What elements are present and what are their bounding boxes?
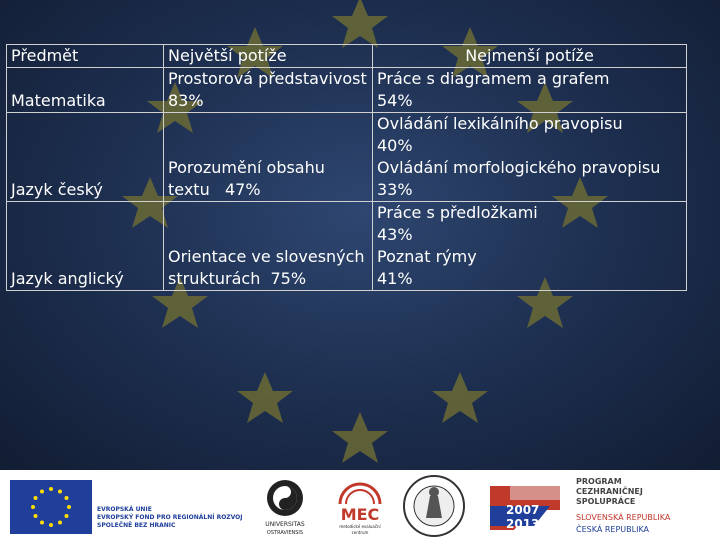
smallest-cell: Práce s diagramem a grafem 54% [373,68,687,113]
header-biggest: Největší potíže [164,45,373,68]
smallest-cell: Práce s předložkami 43% Poznat rýmy 41% [373,202,687,291]
svg-text:SLOVENSKÁ REPUBLIKA: SLOVENSKÁ REPUBLIKA [576,513,671,522]
subject-cell: Matematika [7,68,164,113]
footer-logos [0,470,720,540]
svg-text:centrum: centrum [351,530,369,535]
svg-text:MEC: MEC [340,505,380,524]
svg-text:OSTRAVIENSIS: OSTRAVIENSIS [266,530,304,536]
svg-text:ČESKÁ REPUBLIKA: ČESKÁ REPUBLIKA [576,525,650,534]
svg-text:CEZHRANIČNEJ: CEZHRANIČNEJ [576,487,643,496]
eu-program-text: EVROPSKÁ UNIE EVROPSKÝ FOND PRO REGIONÁLNÍ ROZVOJ SPOLEČNĚ BEZ HRANIC [97,506,243,529]
biggest-cell: Prostorová představivost 83% [164,68,373,113]
smallest-cell: Ovládání lexikálního pravopisu 40% Ovládání morfologického pravopisu 33% [373,113,687,202]
eu-flag-icon [10,480,92,534]
svg-text:metodické evaluační: metodické evaluační [339,524,381,529]
star-icon [237,372,293,423]
table-row-matematika [7,68,687,113]
biggest-cell: Orientace ve slovesných strukturách 75% [164,202,373,291]
star-icon [332,0,388,48]
mec-logo [330,476,390,538]
header-smallest: Nejmenší potíže [373,45,687,68]
subject-cell: Jazyk český [7,113,164,202]
header-subject: Předmět [7,45,164,68]
star-icon [432,372,488,423]
biggest-cell: Porozumění obsahu textu 47% [164,113,373,202]
svg-text:2013: 2013 [506,517,540,531]
universitas-ostraviensis-logo [255,476,315,538]
table-row-jazyk-anglicky [7,202,687,291]
table-header-row [7,45,687,68]
table-row-jazyk-cesky [7,113,687,202]
cross-border-program-logo [490,474,715,538]
svg-text:2007: 2007 [506,503,540,517]
subject-cell: Jazyk anglický [7,202,164,291]
star-icon [332,412,388,463]
ukf-nitra-seal-icon [400,474,468,538]
svg-text:UNIVERSITAS: UNIVERSITAS [265,521,305,528]
svg-text:PROGRAM: PROGRAM [576,477,622,486]
svg-text:SPOLUPRÁCE: SPOLUPRÁCE [576,497,636,506]
difficulties-table [6,44,687,291]
